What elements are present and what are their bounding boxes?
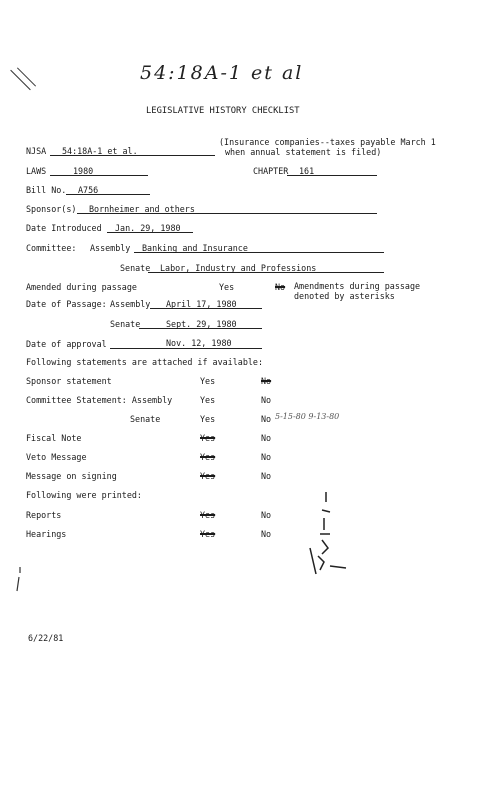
message-on-signing-yes: Yes [200,471,216,481]
passage-label: Date of Passage: [26,299,107,309]
veto-message-yes: Yes [200,452,216,462]
printed-heading: Following were printed: [26,490,142,500]
amended-note-line1: Amendments during passage [294,281,421,291]
corner-stroke [10,70,31,91]
laws-underline [50,175,148,176]
margin-mark [14,565,24,595]
amended-yes: Yes [219,282,235,292]
corner-stroke [17,67,36,86]
committee-statement-senate-label: Senate [130,414,161,424]
njsa-value: 54:18A-1 et al. [62,146,138,156]
committee-statement-assembly-no: No [261,395,272,405]
veto-message-no: No [261,452,272,462]
amended-note-line2: denoted by asterisks [294,291,395,301]
fiscal-note-yes: Yes [200,433,216,443]
approval-label: Date of approval [26,339,107,349]
hearings-label: Hearings [26,529,67,539]
statements-heading: Following statements are attached if available: [26,357,263,367]
committee-senate-value: Labor, Industry and Professions [160,263,317,273]
committee-statement-senate-yes: Yes [200,414,216,424]
handwritten-statute-number: 54:18A-1 et al [140,62,304,84]
committee-statement-assembly-yes: Yes [200,395,216,405]
hearings-no: No [261,529,272,539]
committee-senate-label: Senate [120,263,151,273]
committee-assembly-label: Assembly [90,243,131,253]
bill-value: A756 [78,185,99,195]
fiscal-note-no: No [261,433,272,443]
sponsors-label: Sponsor(s) [26,204,77,214]
sponsor-statement-no: No [261,376,272,386]
sponsors-value: Bornheimer and others [89,204,195,214]
committee-assembly-value: Banking and Insurance [142,243,248,253]
njsa-label: NJSA [26,146,47,156]
date-introduced-label: Date Introduced [26,223,102,233]
hearings-yes: Yes [200,529,216,539]
committee-statement-senate-no: No [261,414,272,424]
page-title: LEGISLATIVE HISTORY CHECKLIST [146,106,300,116]
footer-code: 6/22/81 [28,633,64,643]
laws-value: 1980 [73,166,94,176]
chapter-value: 161 [299,166,315,176]
message-on-signing-label: Message on signing [26,471,117,481]
message-on-signing-no: No [261,471,272,481]
committee-label: Committee: [26,243,77,253]
approval-value: Nov. 12, 1980 [166,338,232,348]
njsa-note-line1: (Insurance companies--taxes payable March 1 [219,137,436,147]
sponsor-statement-label: Sponsor statement [26,376,112,386]
passage-assembly-value: April 17, 1980 [166,299,237,309]
reports-label: Reports [26,510,62,520]
handwritten-dates: 5-15-80 9-13-80 [275,412,340,421]
passage-assembly-label: Assembly [110,299,151,309]
date-introduced-value: Jan. 29, 1980 [115,223,181,233]
amended-no: No [275,282,286,292]
sponsor-statement-yes: Yes [200,376,216,386]
laws-label: LAWS [26,166,47,176]
reports-no: No [261,510,272,520]
chapter-label: CHAPTER [253,166,289,176]
approval-underline [110,348,262,349]
passage-senate-value: Sept. 29, 1980 [166,319,237,329]
reports-yes: Yes [200,510,216,520]
committee-statement-assembly-label: Committee Statement: Assembly [26,395,173,405]
handwritten-annotation [296,490,356,580]
fiscal-note-label: Fiscal Note [26,433,82,443]
amended-label: Amended during passage [26,282,137,292]
passage-senate-label: Senate [110,319,141,329]
njsa-note-line2: when annual statement is filed) [225,147,382,157]
veto-message-label: Veto Message [26,452,87,462]
bill-label: Bill No. [26,185,67,195]
